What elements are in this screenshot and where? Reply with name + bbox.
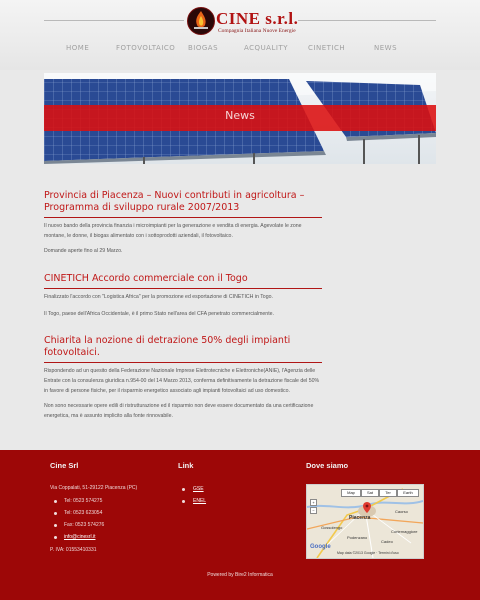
article-divider [44, 362, 322, 363]
powered-by[interactable]: Powered by Bire2 Informatica [207, 572, 273, 578]
footer-address: Via Coppalati, 51-29122 Piacenza (PC) [50, 485, 138, 491]
article-divider [44, 288, 322, 289]
map-label-place: Podenzano [347, 535, 368, 540]
bullet-icon [182, 500, 185, 503]
map-type-sat-button[interactable]: Sat [361, 489, 379, 497]
header-divider-right [298, 20, 436, 21]
news-article [44, 273, 324, 319]
nav-item-fotovoltaico[interactable]: FOTOVOLTAICO [116, 44, 176, 52]
footer-link-enel[interactable]: ENEL [193, 498, 207, 504]
map-label-place: Caorso [395, 509, 408, 514]
footer-piva: P. IVA: 01553410331 [50, 547, 97, 553]
google-logo: Google [310, 544, 331, 550]
nav-item-acquality[interactable]: ACQUALITY [244, 44, 288, 52]
news-article [44, 335, 324, 421]
map-marker-icon[interactable] [363, 502, 371, 513]
footer-link-gse[interactable]: GSE [193, 486, 204, 492]
footer-company-title: Cine Srl [50, 461, 79, 470]
article-paragraph: Non sono necessarie opere edili di ristrutturazione ed il risparmio non deve essere documentato da una certificazione energetica, ma è assunto implicito alla fonte rinnovabile. [44, 403, 314, 419]
article-title[interactable]: Chiarita la nozione di detrazione 50% degli impianti fotovoltaici. [44, 335, 291, 358]
nav-item-cinetich[interactable]: CINETICH [308, 44, 346, 52]
bullet-icon [54, 524, 57, 527]
header-divider-left [44, 20, 184, 21]
map-label-place: Cortemaggiore [391, 529, 418, 534]
map-type-ter-button[interactable]: Ter [379, 489, 397, 497]
nav-item-home[interactable]: HOME [66, 44, 90, 52]
main-nav [44, 44, 436, 58]
location-map[interactable] [306, 484, 424, 559]
footer-location-title: Dove siamo [306, 461, 349, 470]
map-label-city: Piacenza [349, 515, 371, 521]
map-attribution[interactable]: Map data ©2013 Google · Termini d'uso [337, 551, 399, 555]
logo-emblem-icon [186, 6, 216, 36]
map-type-map-button[interactable]: Map [341, 489, 361, 497]
hero-title: News [225, 109, 255, 122]
brand-tagline: Compagnia Italiana Nuove Energie [218, 28, 296, 34]
footer-fax: Fax: 0523 574276 [64, 522, 105, 528]
map-label-place: Cadeo [381, 539, 393, 544]
map-label-place: Gossolengo [321, 525, 343, 530]
article-title[interactable]: Provincia di Piacenza – Nuovi contributi in agricoltura – Programma di sviluppo rurale 2007/2013 [44, 190, 305, 213]
bullet-icon [54, 500, 57, 503]
map-zoom-in-button[interactable]: + [310, 499, 317, 506]
news-article [44, 190, 324, 256]
bullet-icon [54, 536, 57, 539]
nav-item-news[interactable]: NEWS [374, 44, 398, 52]
footer-tel-1: Tel: 0523 574275 [64, 498, 103, 504]
footer-tel-2: Tel: 0523 623054 [64, 510, 103, 516]
article-paragraph: Il Togo, paese dell'Africa Occidentale, è il primo Stato nell'area del CFA penetrato commercialmente. [44, 311, 274, 317]
hero-banner [44, 73, 436, 164]
footer-email-link[interactable]: info@cinesrl.it [64, 534, 96, 540]
brand-name: CINE s.r.l. [216, 9, 299, 28]
article-paragraph: Il nuovo bando della provincia finanzia i microimpianti per la generazione e vendita di energia. Agevolate le zone montane, le donne, il biogas alimentato con i sottoprodotti aziendali, il fotovoltaico. [44, 223, 302, 239]
footer-links-title: Link [178, 461, 194, 470]
logo[interactable] [186, 6, 299, 38]
bullet-icon [54, 512, 57, 515]
article-paragraph: Domande aperte fino al 29 Marzo. [44, 248, 123, 254]
nav-item-biogas[interactable]: BIOGAS [188, 44, 219, 52]
article-divider [44, 217, 322, 218]
header [0, 0, 480, 70]
map-zoom-out-button[interactable]: − [310, 507, 317, 514]
map-type-earth-button[interactable]: Earth [397, 489, 419, 497]
bullet-icon [182, 488, 185, 491]
article-title[interactable]: CINETICH Accordo commerciale con il Togo [44, 273, 248, 284]
article-paragraph: Finalizzato l'accordo con "Logistica Africa" per la promozione ed esportazione di CINETICH in Togo. [44, 294, 273, 300]
article-paragraph: Rispondendo ad un quesito della Federazione Nazionale Imprese Elettrotecniche e Elettroniche(ANIE), l'Agenzia delle Entrate con la consulenza giuridica n.954-00 del 14 Marzo 2013, conferma definitivamente la detrazione fiscale del 50% in favore di persone fisiche, per il risparmio energetico associato agli impianti fotovoltaici ad uso domestico. [44, 368, 320, 394]
